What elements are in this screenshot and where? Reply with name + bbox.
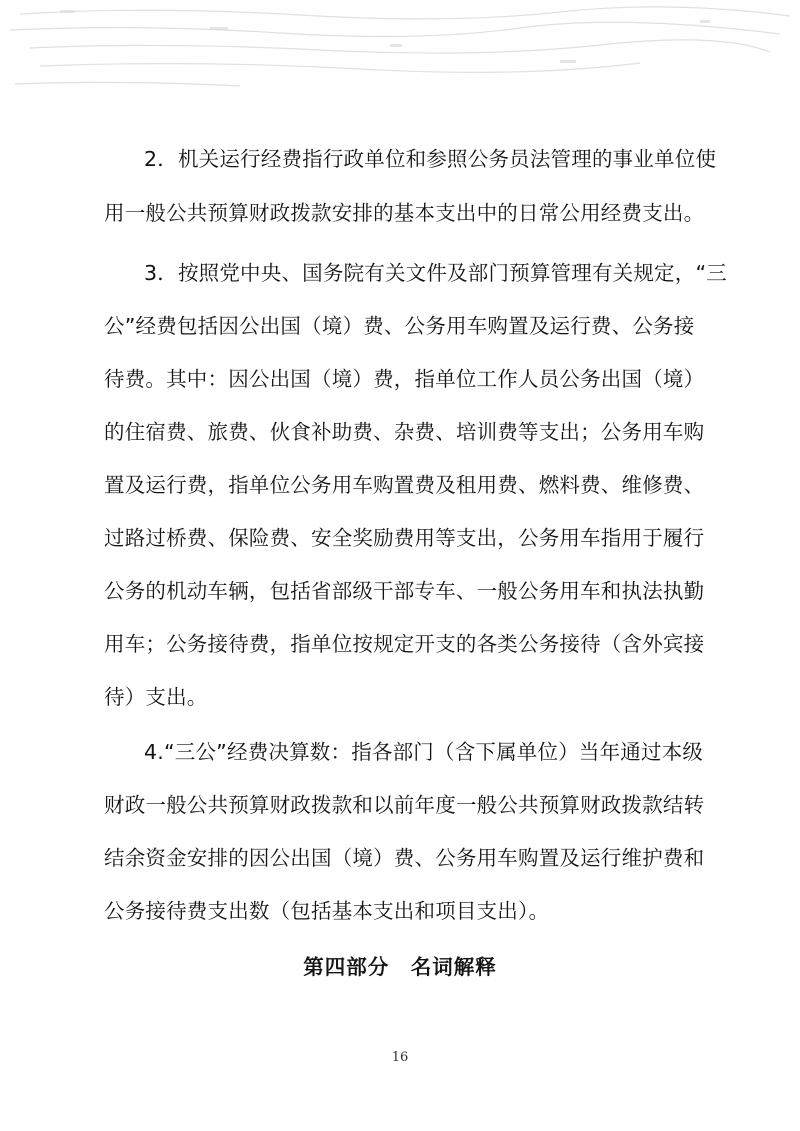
paragraph-4-line-4: 公务接待费支出数（包括基本支出和项目支出）。 bbox=[104, 899, 550, 923]
scan-bleed-through bbox=[0, 0, 800, 100]
paragraph-3-line-7: 公务的机动车辆，包括省部级干部专车、一般公务用车和执法执勤 bbox=[104, 579, 705, 603]
paragraph-2-line-2: 用一般公共预算财政拨款安排的基本支出中的日常公用经费支出。 bbox=[104, 201, 705, 225]
paragraph-3-line-5: 置及运行费，指单位公务用车购置费及租用费、燃料费、维修费、 bbox=[104, 473, 705, 497]
paragraph-3-line-4: 的住宿费、旅费、伙食补助费、杂费、培训费等支出；公务用车购 bbox=[104, 420, 705, 444]
paragraph-4-line-1: 4.“三公”经费决算数：指各部门（含下属单位）当年通过本级 bbox=[144, 740, 704, 764]
paragraph-4-line-2: 财政一般公共预算财政拨款和以前年度一般公共预算财政拨款结转 bbox=[104, 793, 705, 817]
paragraph-3-line-9: 待）支出。 bbox=[104, 685, 208, 709]
paragraph-4-line-3: 结余资金安排的因公出国（境）费、公务用车购置及运行维护费和 bbox=[104, 846, 705, 870]
section-heading: 第四部分 名词解释 bbox=[303, 955, 497, 979]
paragraph-2-line-1: 2．机关运行经费指行政单位和参照公务员法管理的事业单位使 bbox=[144, 147, 717, 171]
paragraph-3-line-1: 3．按照党中央、国务院有关文件及部门预算管理有关规定，“三 bbox=[144, 261, 727, 285]
paragraph-3-line-8: 用车；公务接待费，指单位按规定开支的各类公务接待（含外宾接 bbox=[104, 632, 705, 656]
paragraph-3-line-2: 公”经费包括因公出国（境）费、公务用车购置及运行费、公务接 bbox=[104, 314, 695, 338]
paragraph-3-line-3: 待费。其中：因公出国（境）费，指单位工作人员公务出国（境） bbox=[104, 367, 705, 391]
page-number: 16 bbox=[391, 1050, 409, 1065]
paragraph-3-line-6: 过路过桥费、保险费、安全奖励费用等支出，公务用车指用于履行 bbox=[104, 526, 705, 550]
